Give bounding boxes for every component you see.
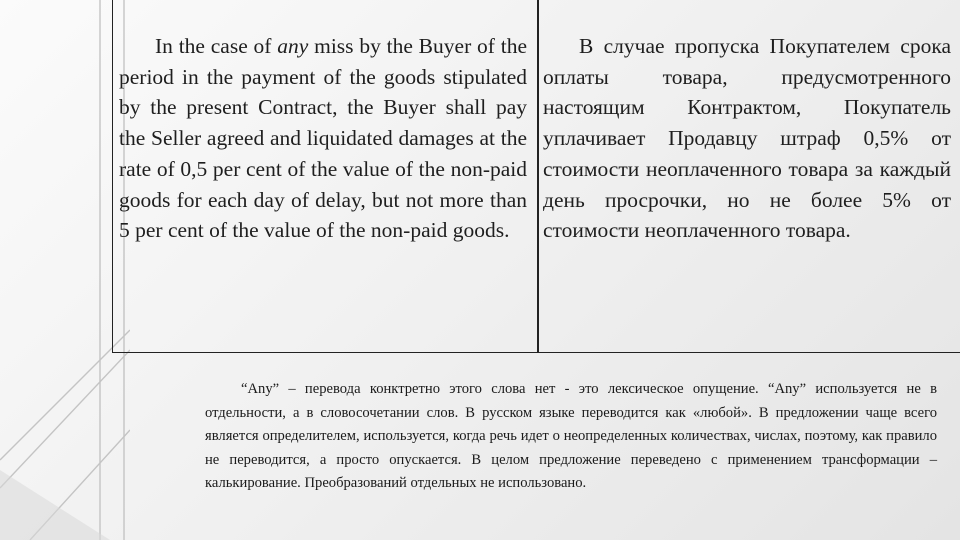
translation-commentary: “Any” – перевода конктретно этого слова нет - это лексическое опущение. “Any” используется не в отдельности, а в словосочетании слов. В русском языке переводится как «любой». В предложении чаще всего является определителем, используется, когда речь идет о неопределенных количествах, числах, поэтому, как правило не переводится, а просто опускается. В целом предложение переведено с применением трансформации – калькирование. Преобразований отдельных не использовано. <box>205 381 937 491</box>
english-rest: miss by the Buyer of the period in the payment of the goods stipulated by the present Contract, the Buyer shall pay the Seller agreed and liquidated damages at the rate of 0,5 per cent of the value of the non-paid goods for each day of delay, but not more than 5 per cent of the value of the non-paid goods. <box>119 34 527 243</box>
english-source-cell <box>119 31 527 246</box>
decorative-corner-lines <box>0 0 130 540</box>
english-lead: In the case of <box>155 34 278 58</box>
english-paragraph <box>119 31 527 246</box>
english-emphasis: any <box>277 34 309 58</box>
translation-table <box>112 0 960 353</box>
column-divider <box>537 0 539 352</box>
russian-translation-cell <box>543 31 951 246</box>
russian-paragraph: В случае пропуска Покупателем срока оплаты товара, предусмотренного настоящим Контрактом, Покупатель уплачивает Продавцу штраф 0,5% от стоимости неоплаченного товара за каждый день просрочки, но не более 5% от стоимости неоплаченного товара. <box>543 34 951 243</box>
